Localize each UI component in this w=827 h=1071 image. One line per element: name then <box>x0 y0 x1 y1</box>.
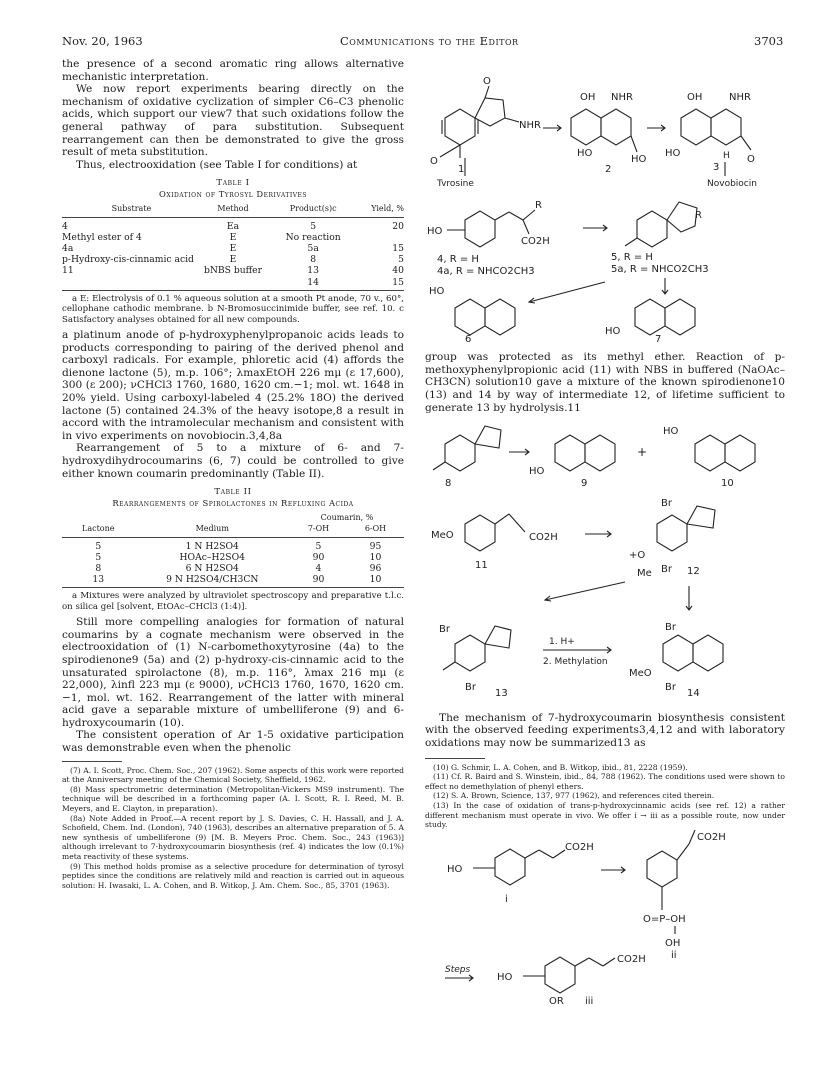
svg-text:O: O <box>747 154 755 165</box>
svg-text:2: 2 <box>605 164 612 175</box>
left-column <box>62 58 404 890</box>
footnote-8: (8) Mass spectrometric determination (Metropolitan-Vickers MS9 instrument). The technique will be described in a forthcoming paper (A. I. Scott, R. I. Reed, M. B. Meyers, and E. Clayton, in preparation). <box>62 784 404 814</box>
structure-6 <box>455 299 515 335</box>
svg-text:1: 1 <box>458 164 465 175</box>
svg-text:OR: OR <box>549 995 564 1007</box>
arrow <box>529 282 605 302</box>
footnote-8a: (8a) Note Added in Proof.—A recent report by J. S. Davies, C. H. Hassall, and J. A. Schofield, Chem. Ind. (London), 740 (1963), describes an alternative preparation of 5. A new synthesis of umbelliferone (9) [M. B. Meyers Proc. Chem. Soc., 243 (1963)] although irrelevant to 7-hydroxycoumarin biosynthesis (ref. 4) indicates the low (0.1%) meta reactivity of these systems. <box>62 813 404 862</box>
structure-13 <box>443 626 511 671</box>
table1-header-method: Method <box>217 204 249 214</box>
svg-text:5a, R = NHCO2CH3: 5a, R = NHCO2CH3 <box>611 263 709 275</box>
structure-2 <box>571 109 637 152</box>
svg-text:9: 9 <box>581 478 588 490</box>
svg-text:+O: +O <box>629 550 646 562</box>
svg-text:CO2H: CO2H <box>617 953 646 965</box>
svg-text:11: 11 <box>475 560 488 572</box>
structure-8 <box>433 426 501 471</box>
table-row: 4a E 5a 15 <box>62 242 404 254</box>
svg-text:HO: HO <box>427 225 443 237</box>
svg-text:Br: Br <box>465 682 476 694</box>
table2-header-7oh: 7-OH <box>307 524 330 534</box>
paragraph-intro-continued: the presence of a second aromatic ring allows alternative mechanistic interpretation. <box>62 58 404 83</box>
svg-text:HO: HO <box>429 285 445 297</box>
table2-group-header: Coumarin, % <box>320 513 374 523</box>
svg-text:CO2H: CO2H <box>529 532 558 544</box>
svg-text:1. H+: 1. H+ <box>549 637 575 648</box>
svg-text:R: R <box>535 199 542 211</box>
table1-caption: Table I <box>216 178 250 189</box>
svg-text:Me: Me <box>637 568 652 580</box>
structure-1 <box>440 86 519 158</box>
svg-text:3: 3 <box>713 162 720 173</box>
table-row: 5 1 N H2SO4 5 95 <box>95 540 382 552</box>
svg-text:MeO: MeO <box>431 530 454 542</box>
svg-text:O: O <box>430 156 438 167</box>
svg-text:8: 8 <box>445 478 452 490</box>
svg-text:Br: Br <box>665 682 676 694</box>
footnote-7: (7) A. I. Scott, Proc. Chem. Soc., 207 (1962). Some aspects of this work were reported at the Anniversary meeting of the Chemical Society, Sheffield, 1962. <box>62 765 404 785</box>
structure-10 <box>695 435 755 471</box>
svg-text:6: 6 <box>465 333 472 342</box>
table2-title: Rearrangements of Spirolactones in Refluxing Acida <box>112 498 354 509</box>
svg-text:CO2H: CO2H <box>521 235 550 247</box>
svg-text:HO: HO <box>665 148 681 159</box>
svg-text:NHR: NHR <box>519 120 541 131</box>
svg-text:O: O <box>483 76 491 87</box>
svg-text:iii: iii <box>585 995 594 1007</box>
table-row: 4 Ea 5 20 <box>62 220 404 232</box>
header-title: Communications to the Editor <box>340 34 519 48</box>
svg-text:HO: HO <box>529 466 545 478</box>
svg-text:OH: OH <box>580 92 596 103</box>
structure-9 <box>555 435 615 471</box>
page-header <box>40 34 790 50</box>
structure-i <box>473 849 565 885</box>
structure-14 <box>663 635 723 671</box>
table1-header-products: Product(s)c <box>289 204 337 214</box>
svg-text:MeO: MeO <box>629 668 652 680</box>
footnote-9: (9) This method holds promise as a selective procedure for determination of tyrosyl peptides since the conditions are relatively mild and reaction is carried out in aqueous solution: H. Iwasaki, L. A. Cohen, and B. Witkop, J. Am. Chem. Soc., 85, 3701 (1963). <box>62 861 404 890</box>
svg-text:+: + <box>637 445 648 460</box>
svg-text:7: 7 <box>655 333 662 342</box>
svg-text:Br: Br <box>661 564 672 576</box>
right-column <box>425 58 785 1011</box>
svg-text:Br: Br <box>439 624 450 636</box>
structure-7 <box>635 299 695 335</box>
paragraph-phloretic-acid: a platinum anode of p-hydroxyphenylpropanoic acids leads to products corresponding to pairing of the derived phenol and carboxyl radicals. For example, phloretic acid (4) affords the dienone lactone (5), m.p. 106°; λmaxEtOH 226 mμ (ε 17,600), 300 (ε 200); νCHCl3 1760, 1680, 1620 cm.−1; mol. wt. 1648 in 20% yield. Using carboxyl-labeled 4 (25.2% 18O) the derived lactone (5) contained 24.3% of the heavy isotope,8 a result in accord with the intramolecular mechanism and consistent with in vivo experiments on novobiocin.3,4,8a <box>62 328 404 442</box>
svg-text:13: 13 <box>495 688 508 700</box>
svg-text:O=P–OH: O=P–OH <box>643 913 686 925</box>
structure-5 <box>625 202 697 247</box>
table2-header-lactone: Lactone <box>82 524 115 534</box>
svg-text:Br: Br <box>661 498 672 510</box>
header-page-number: 3703 <box>754 34 784 48</box>
footnotes-left <box>62 766 404 891</box>
scheme-cinnamic-acid-route <box>425 830 785 1008</box>
svg-text:HO: HO <box>631 154 647 165</box>
svg-text:Novobiocin: Novobiocin <box>707 179 757 186</box>
table-row: 8 6 N H2SO4 4 96 <box>95 562 382 574</box>
structure-iii <box>523 957 615 993</box>
table-row: 13 9 N H2SO4/CH3CN 90 10 <box>92 574 382 586</box>
paragraph-methyl-ether: group was protected as its methyl ether. Reaction of p-methoxyphenylpropionic acid (11) with NBS in buffered (NaOAc–CH3CN) solution10 gave a mixture of the known spirodienone10 (13) and 14 by way of intermediate 12, of lifetime sufficient to generate 13 by hydrolysis.11 <box>425 351 785 414</box>
paragraph-natural-coumarins: Still more compelling analogies for formation of natural coumarins by a cognate mechanism were observed in the electrooxidation of (1) N-carbomethoxytyrosine (4a) to the spirodienone9 (5a) and (2) p-hydroxy-cis-cinnamic acid to the unsaturated spirolactone (8), m.p. 116°, λmax 216 mμ (ε 22,000), λinfl 223 mμ (ε 9000), νCHCl3 1760, 1670, 1620 cm.−1, mol. wt. 162. Rearrangement of the latter with mineral acid gave a separable mixture of umbelliferone (9) and 6-hydroxycoumarin (10). <box>62 616 404 729</box>
footnote-10: (10) G. Schmir, L. A. Cohen, and B. Witkop, ibid., 81, 2228 (1959). <box>433 762 688 772</box>
table2-footnote: a Mixtures were analyzed by ultraviolet spectroscopy and preparative t.l.c. on silica gel [solvent, EtOAc–CHCl3 (1:4)]. <box>62 591 404 612</box>
paragraph-biosynthesis: The mechanism of 7-hydroxycoumarin biosynthesis consistent with the observed feeding experiments3,4,12 and with laboratory oxidations may now be summarized13 as <box>425 711 785 749</box>
table2-header-medium: Medium <box>195 524 229 534</box>
svg-text:HO: HO <box>447 863 463 875</box>
svg-text:HO: HO <box>605 325 621 337</box>
structure-12 <box>657 506 715 551</box>
svg-text:H: H <box>723 151 730 161</box>
scheme-tyrosine-novobiocin <box>425 58 785 186</box>
svg-text:OH: OH <box>687 92 703 103</box>
table-row: p-Hydroxy-cis-cinnamic acid E 8 5 <box>62 254 404 266</box>
footnote-13: (13) In the case of oxidation of trans-p-hydroxycinnamic acids (see ref. 12) a rather different mechanism must operate in vivo. We offer i → iii as a possible route, now under study. <box>425 800 785 830</box>
svg-text:Steps: Steps <box>445 964 471 975</box>
footnote-12: (12) S. A. Brown, Science, 137, 977 (1962), and references cited therein. <box>433 791 715 801</box>
table2 <box>62 512 404 585</box>
scheme-phloretic-acid <box>425 190 785 342</box>
svg-text:OH: OH <box>665 937 681 949</box>
structure-ii <box>647 830 695 910</box>
table2-caption: Table II <box>214 487 252 498</box>
paragraph-rearrangement: Rearrangement of 5 to a mixture of 6- and 7-hydroxydihydrocoumarins (6, 7) could be controlled to give either known coumarin predominantly (Table II). <box>62 442 404 480</box>
paragraph-electrooxidation: Thus, electrooxidation (see Table I for conditions) at <box>76 158 358 171</box>
svg-text:R: R <box>695 209 702 221</box>
table1-title: Oxidation of Tyrosyl Derivatives <box>158 189 308 200</box>
svg-text:2. Methylation: 2. Methylation <box>543 657 608 668</box>
paragraph-mechanism: We now report experiments bearing directly on the mechanism of oxidative cyclization of simpler C6–C3 phenolic acids, which support our view7 that such oxidations follow the general pathway of para substitution. Subsequent rearrangement can then be demonstrated to give the gross result of meta substitution. <box>62 83 404 159</box>
svg-text:12: 12 <box>687 566 700 578</box>
table1 <box>62 203 404 287</box>
svg-text:4, R = H: 4, R = H <box>437 253 479 265</box>
footnotes-right <box>425 763 785 830</box>
svg-text:Tyrosine: Tyrosine <box>437 179 474 186</box>
structure-11 <box>465 514 525 551</box>
svg-text:5, R = H: 5, R = H <box>611 251 653 263</box>
svg-text:4a, R = NHCO2CH3: 4a, R = NHCO2CH3 <box>437 265 535 277</box>
svg-text:14: 14 <box>687 688 700 700</box>
svg-text:Br: Br <box>665 622 676 634</box>
header-date: Nov. 20, 1963 <box>62 34 143 48</box>
table1-header-substrate: Substrate <box>111 204 152 214</box>
table1-header-yield: Yield, % <box>371 204 404 214</box>
paragraph-oxidative-participation: The consistent operation of Ar 1-5 oxidative participation was demonstrable even when the phenolic <box>62 729 404 755</box>
svg-text:NHR: NHR <box>611 92 633 103</box>
table-row: Methyl ester of 4 E No reaction <box>62 231 341 243</box>
svg-text:CO2H: CO2H <box>565 841 594 853</box>
table-row: 5 HOAc–H2SO4 90 10 <box>95 551 382 563</box>
footnote-11: (11) Cf. R. Baird and S. Winstein, ibid., 84, 788 (1962). The conditions used were shown to effect no demethylation of phenyl ethers. <box>425 772 785 791</box>
svg-text:HO: HO <box>497 971 513 983</box>
svg-text:ii: ii <box>671 949 677 961</box>
table2-header-6oh: 6-OH <box>364 524 387 534</box>
svg-text:HO: HO <box>663 426 679 438</box>
arrow <box>545 582 625 600</box>
svg-text:CO2H: CO2H <box>697 831 726 843</box>
svg-text:HO: HO <box>577 148 593 159</box>
table-row: 11 bNBS buffer 13 40 <box>62 265 404 277</box>
svg-text:i: i <box>505 893 508 905</box>
table-row: 14 15 <box>307 276 404 288</box>
svg-text:NHR: NHR <box>729 92 751 103</box>
svg-text:10: 10 <box>721 478 734 490</box>
scheme-spirolactone-rearrangement <box>425 414 785 704</box>
structure-3 <box>681 109 751 150</box>
table1-footnote: a E: Electrolysis of 0.1 % aqueous solution at a smooth Pt anode, 70 v., 60°, cellophane cathodic membrane. b N-Bromosuccinimide buffer, see ref. 10. c Satisfactory analyses obtained for all new compounds. <box>62 293 404 325</box>
